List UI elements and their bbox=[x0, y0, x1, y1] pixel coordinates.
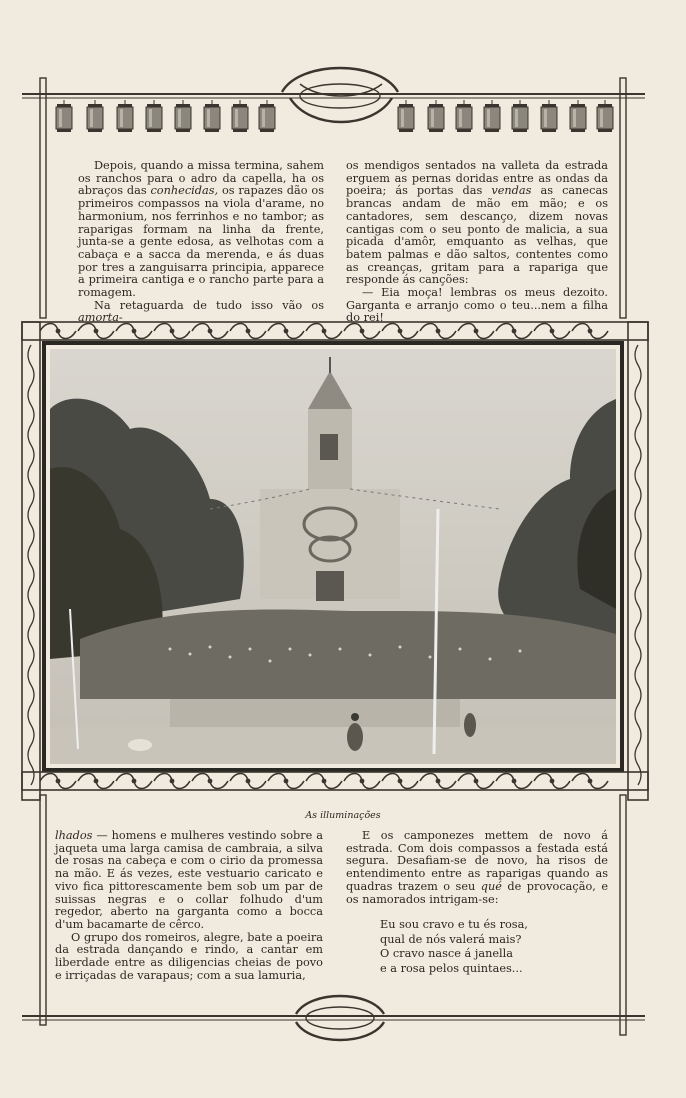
verse-block bbox=[346, 918, 608, 975]
verse-line: Eu sou cravo e tu és rosa, bbox=[380, 918, 528, 932]
verse-line: qual de nós valerá mais? bbox=[380, 932, 522, 946]
chapel-festival-photo bbox=[50, 349, 616, 764]
text-run: Na retaguarda de tudo isso vão os bbox=[94, 298, 324, 312]
bottom-right-paragraphs bbox=[346, 830, 608, 906]
top-right-column bbox=[346, 160, 608, 325]
italic-term: amorta- bbox=[78, 311, 123, 325]
text-run: as canecas brancas andam de mão em mão; e os cantadores, sem descanço, dizem novas cantigas com o seu ponto de malicia, a sua picada d'amôr, emquanto as velhas, que batem palmas e dão saltos, contentes como as creanças, gritam para a rapariga que responde ás canções: bbox=[346, 184, 608, 287]
text-run: os mendigos sentados na valleta da estrada erguem as pernas doridas entre as ondas da poeira; ás portas das bbox=[346, 159, 608, 198]
italic-term: lhados bbox=[55, 829, 93, 842]
italic-term: conhecidas, bbox=[150, 184, 219, 198]
verse-line: O cravo nasce á janella bbox=[380, 947, 513, 961]
text-run: O grupo dos romeiros, alegre, bate a poeira da estrada dançando e rindo, a cantar em liberdade entre as diligencias cheias de povo e irriçadas de varapaus; com a sua lamuria, bbox=[55, 930, 323, 982]
text-run: de provocação, e os namorados intrigam-se: bbox=[346, 879, 608, 906]
paragraph bbox=[346, 287, 608, 325]
top-left-column bbox=[78, 160, 324, 325]
text-run: — Eia moça! lembras os meus dezoito. Garganta e arranjo como o teu...nem a filha do rei! bbox=[346, 286, 608, 325]
verse-line: e a rosa pelos quintaes... bbox=[380, 961, 523, 975]
text-run: — homens e mulheres vestindo sobre a jaqueta uma larga camisa de cambraia, a silva de rosas na cabeça e com o cirio da promessa na mão. E ás vezes, este vestuario caricato e vivo fica pittorescamente bem sob um par de suissas negras e o collar folhudo d'um regedor, aberto na garganta como a bocca d'um bacamarte de cêrco. bbox=[55, 829, 323, 931]
paragraph bbox=[78, 160, 324, 300]
text-run: E os camponezes mettem de novo á estrada. Com dois compassos a festada está segura. Desafiam-se de novo, ha risos de entendimento entre as raparigas quando as quadras trazem o seu bbox=[346, 829, 608, 893]
bottom-left-column bbox=[55, 830, 323, 982]
paragraph bbox=[346, 160, 608, 287]
italic-term: qué bbox=[480, 879, 502, 893]
italic-term: vendas bbox=[491, 184, 532, 198]
text-run: os rapazes dão os primeiros compassos na viola d'arame, no harmonium, nos ferrinhos e no tambor; as raparigas formam na linha da frente, junta-se a gente edosa, as velhotas com a cabaça e a sacca da merenda, e ás duas por tres a zanguisarra principia, apparece a primeira cantiga e o rancho parte para a romagem. bbox=[78, 184, 324, 300]
paragraph bbox=[346, 830, 608, 906]
bottom-right-column bbox=[346, 830, 608, 976]
paragraph bbox=[55, 830, 323, 932]
photo-illustration bbox=[50, 349, 616, 764]
photo-caption: As illuminações bbox=[305, 810, 381, 821]
text-run: Depois, quando a missa termina, sahem os ranchos para o adro da capella, ha os abraços das bbox=[78, 159, 324, 198]
paragraph bbox=[55, 932, 323, 983]
paragraph bbox=[78, 300, 324, 325]
